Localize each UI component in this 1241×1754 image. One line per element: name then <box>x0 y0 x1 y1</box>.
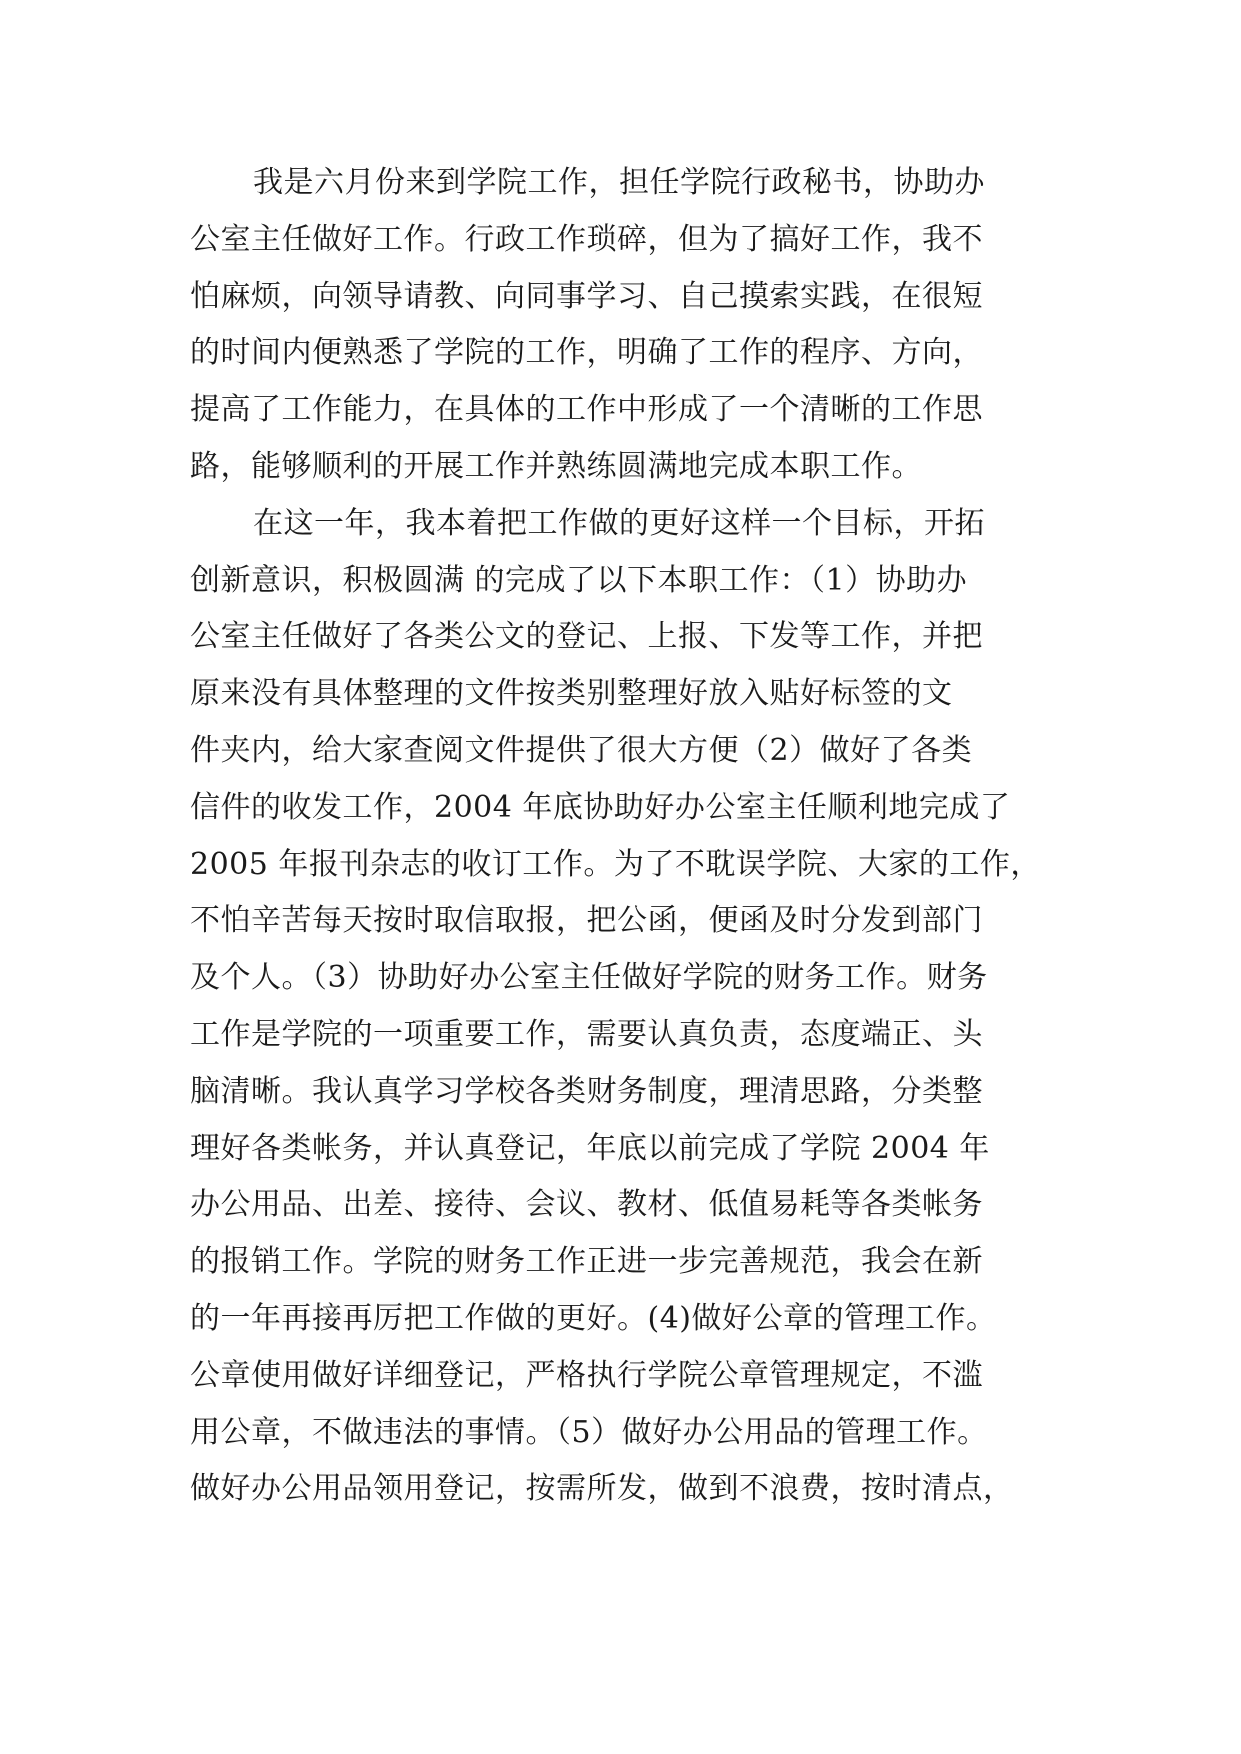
text-line: 创新意识，积极圆满 的完成了以下本职工作：（1）协助办 <box>190 562 968 598</box>
text-line: 理好各类帐务，并认真登记，年底以前完成了学院 2004 年 <box>190 1130 990 1166</box>
text-line: 原来没有具体整理的文件按类别整理好放入贴好标签的文 <box>190 676 953 712</box>
text-line: 的一年再接再厉把工作做的更好。(4)做好公章的管理工作。 <box>190 1300 997 1336</box>
text-line: 用公章，不做违法的事情。（5）做好办公用品的管理工作。 <box>190 1414 988 1450</box>
text-line: 及个人。（3）协助好办公室主任做好学院的财务工作。财务 <box>190 960 988 996</box>
text-line: 在这一年，我本着把工作做的更好这样一个目标，开拓 <box>253 505 985 541</box>
document-body <box>190 155 1070 1518</box>
text-line: 公章使用做好详细登记，严格执行学院公章管理规定，不滥 <box>190 1357 983 1393</box>
text-line: 公室主任做好工作。行政工作琐碎，但为了搞好工作，我不 <box>190 221 983 257</box>
text-line: 路，能够顺利的开展工作并熟练圆满地完成本职工作。 <box>190 448 922 484</box>
text-line: 件夹内，给大家查阅文件提供了很大方便（2）做好了各类 <box>190 732 973 768</box>
text-line: 怕麻烦，向领导请教、向同事学习、自己摸索实践，在很短 <box>190 278 983 314</box>
paragraph-2 <box>190 496 1070 1518</box>
text-line: 2005 年报刊杂志的收订工作。为了不耽误学院、大家的工作， <box>190 846 1041 882</box>
text-line: 的时间内便熟悉了学院的工作，明确了工作的程序、方向， <box>190 335 983 371</box>
text-line: 工作是学院的一项重要工作，需要认真负责，态度端正、头 <box>190 1016 983 1052</box>
text-line: 不怕辛苦每天按时取信取报，把公函，便函及时分发到部门 <box>190 903 983 939</box>
text-line: 的报销工作。学院的财务工作正进一步完善规范，我会在新 <box>190 1244 983 1280</box>
text-line: 脑清晰。我认真学习学校各类财务制度，理清思路，分类整 <box>190 1073 983 1109</box>
paragraph-1 <box>190 155 1070 496</box>
text-line: 公室主任做好了各类公文的登记、上报、下发等工作，并把 <box>190 619 983 655</box>
text-line: 提高了工作能力，在具体的工作中形成了一个清晰的工作思 <box>190 392 983 428</box>
text-line: 办公用品、出差、接待、会议、教材、低值易耗等各类帐务 <box>190 1187 983 1223</box>
text-line: 我是六月份来到学院工作，担任学院行政秘书，协助办 <box>253 165 985 200</box>
text-line: 做好办公用品领用登记，按需所发，做到不浪费，按时清点， <box>190 1471 1014 1507</box>
text-line: 信件的收发工作，2004 年底协助好办公室主任顺利地完成了 <box>190 789 1011 825</box>
